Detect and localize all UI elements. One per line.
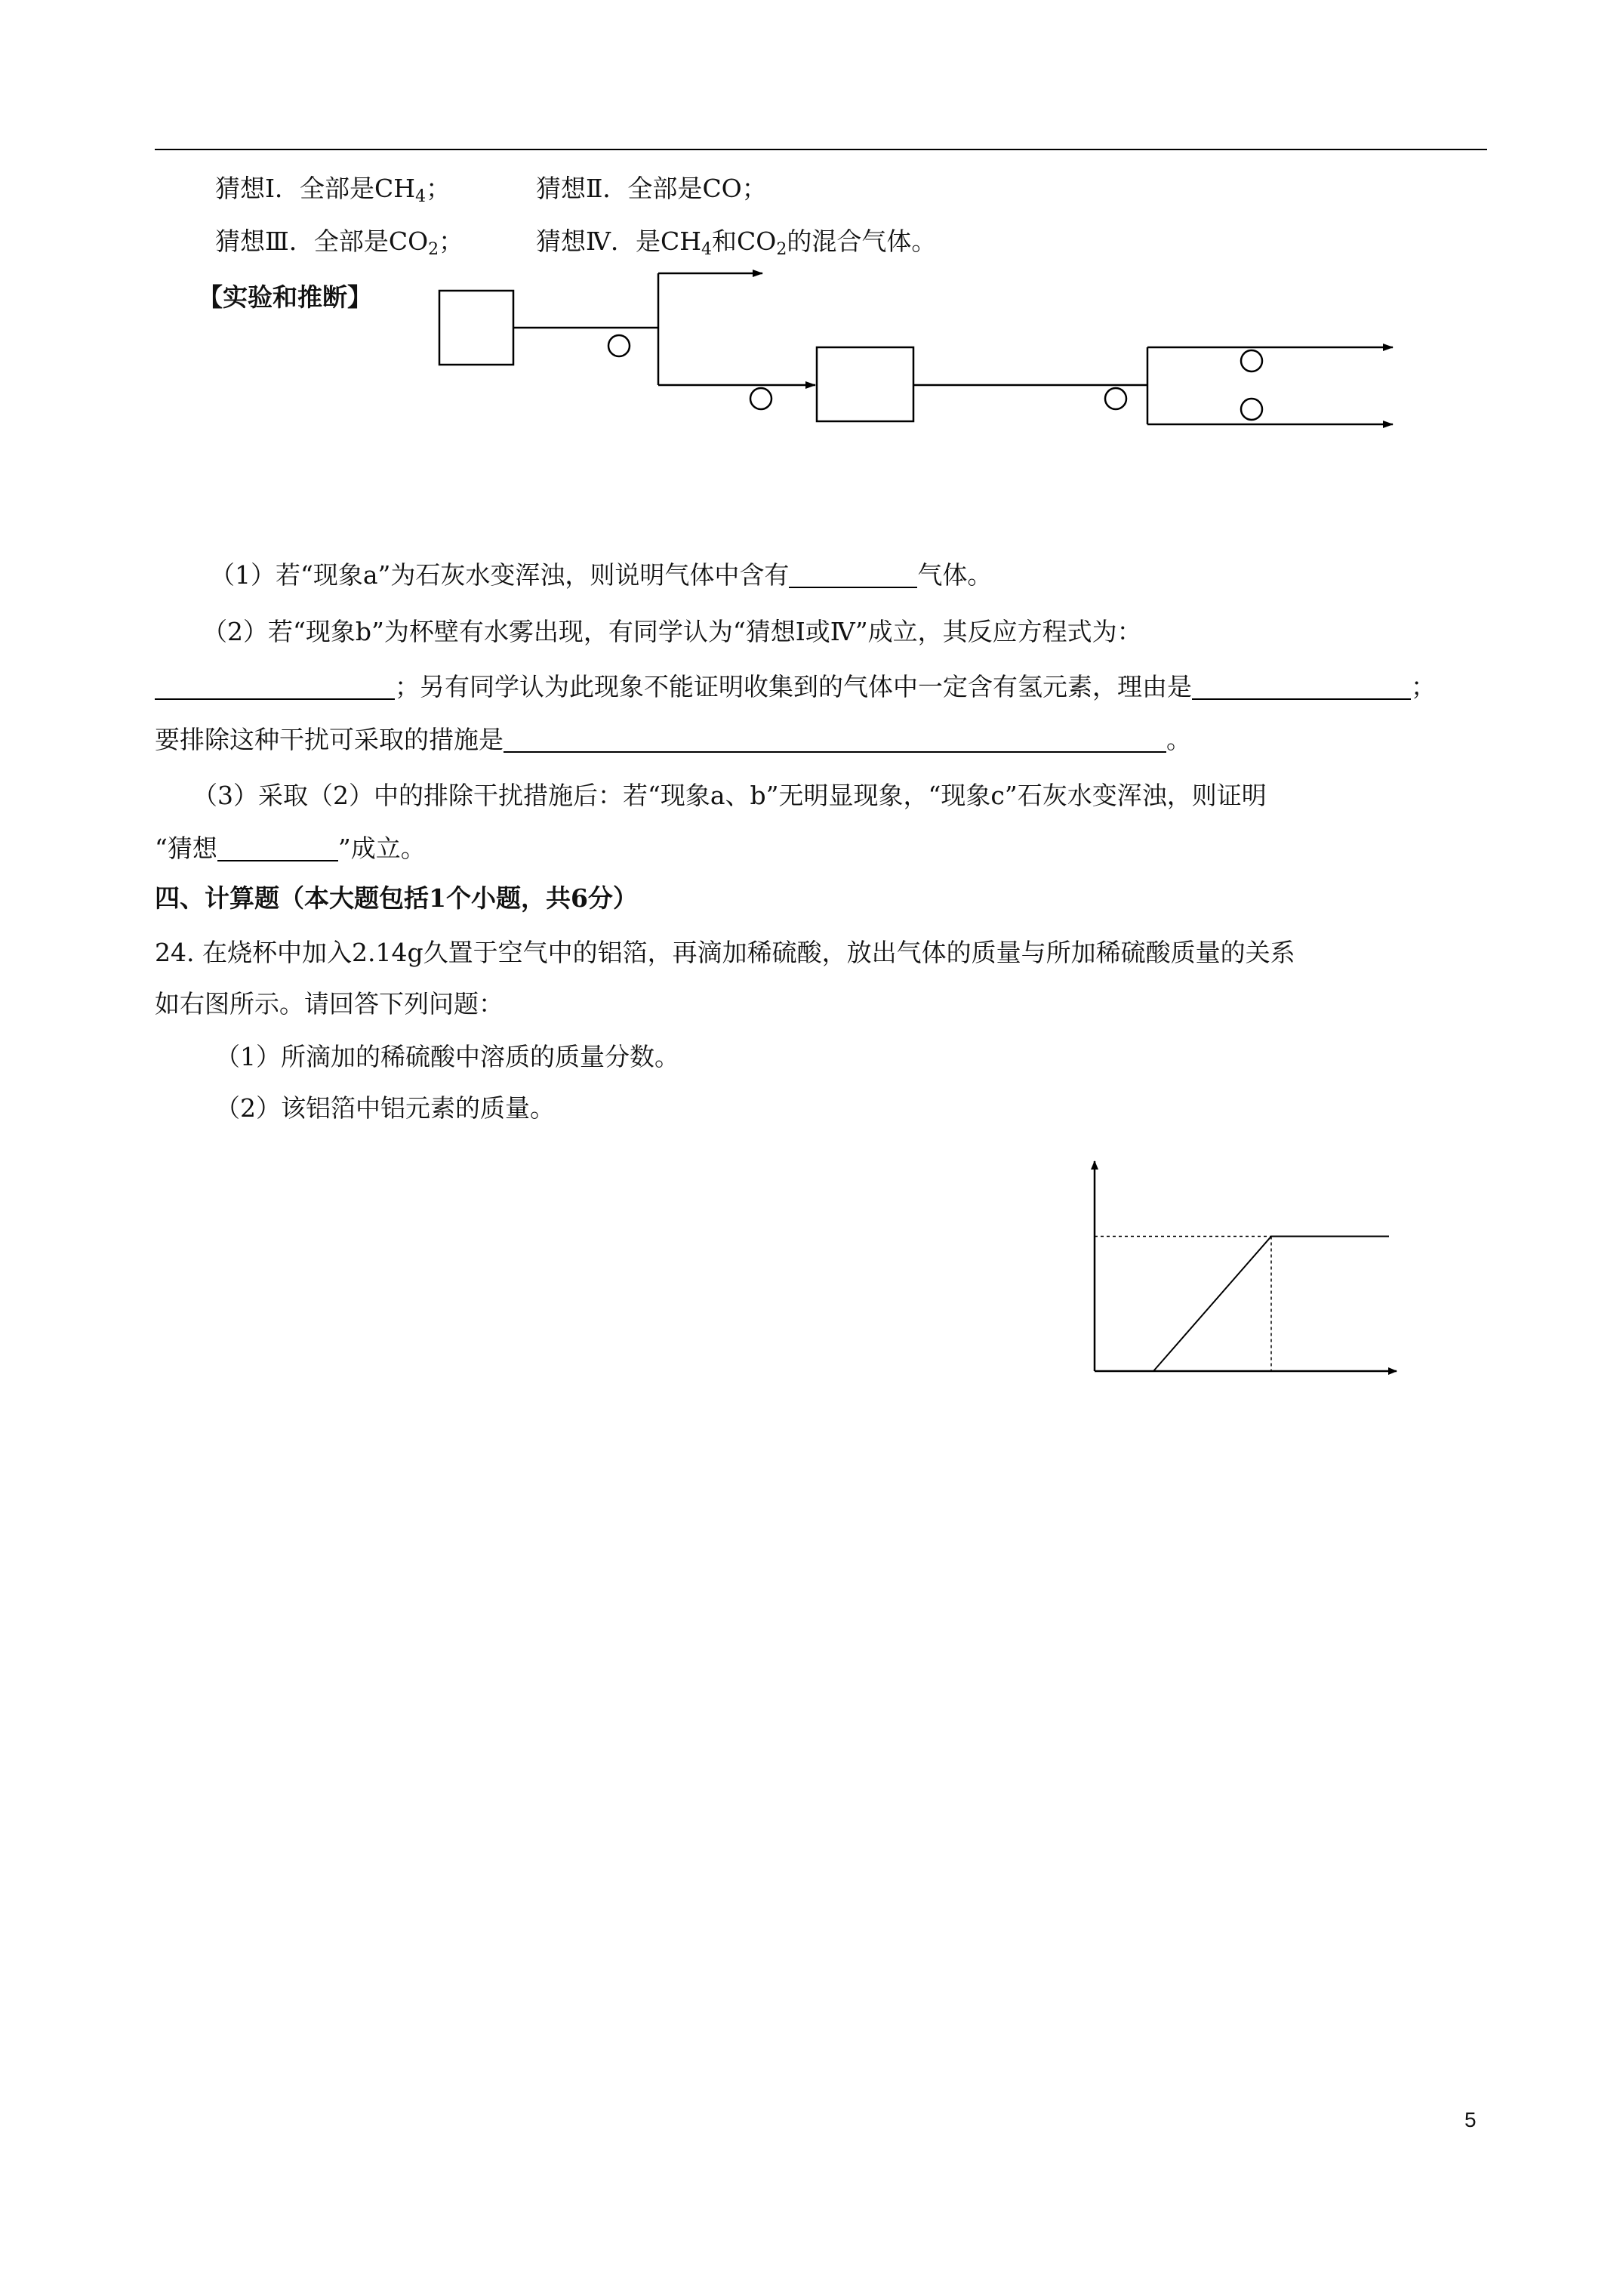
- question-3-line-1: （3）采取（2）中的排除干扰措施后：若“现象a、b”无明显现象，“现象c”石灰水变浑浊，则证明: [192, 781, 1267, 810]
- answer-blank-reason[interactable]: [1192, 673, 1411, 700]
- guess-2: 猜想Ⅱ．全部是CO；: [536, 174, 767, 203]
- question-2-line-2: ；另有同学认为此现象不能证明收集到的气体中一定含有氢元素，理由是 ；: [155, 670, 1436, 704]
- question-2-line-3: 要排除这种干扰可采取的措施是 。: [155, 725, 1191, 754]
- guess-3: 猜想Ⅲ．全部是$CO_2$；: [215, 227, 464, 259]
- apparatus-diagram: [423, 249, 1419, 453]
- question-24-line-1: 24. 在烧杯中加入2.14g久置于空气中的铝箔，再滴加稀硫酸，放出气体的质量与所加稀硫酸质量的关系: [155, 938, 1295, 967]
- device-2-box: [817, 347, 913, 421]
- valve-5: [1241, 399, 1262, 420]
- gas-source-box: [439, 291, 513, 365]
- valve-2: [750, 388, 771, 409]
- valve-4: [1241, 350, 1262, 371]
- question-24-line-2: 如右图所示。请回答下列问题：: [155, 989, 504, 1019]
- experiment-heading: 【实验和推断】: [198, 282, 372, 312]
- answer-blank-measure[interactable]: [504, 726, 1166, 753]
- guess-1: 猜想Ⅰ．全部是$CH_4$；: [215, 174, 451, 206]
- valve-3: [1105, 388, 1126, 409]
- question-2-line-1: （2）若“现象b”为杯壁有水雾出现，有同学认为“猜想Ⅰ或Ⅳ”成立，其反应方程式为：: [202, 617, 1142, 646]
- question-1: （1）若“现象a”为石灰水变浑浊，则说明气体中含有 气体。: [210, 560, 993, 590]
- valve-1: [608, 335, 630, 356]
- page-number: 5: [1464, 2108, 1477, 2131]
- answer-blank-guess[interactable]: [217, 834, 338, 861]
- header-rule: [155, 149, 1487, 150]
- question-24-sub-2: （2）该铝箔中铝元素的质量。: [215, 1093, 555, 1123]
- gas-mass-chart: [1079, 1155, 1412, 1382]
- answer-blank-1[interactable]: [789, 561, 917, 588]
- guess-4: 猜想Ⅳ．是$CH_4$和$CO_2$的混合气体。: [536, 227, 937, 259]
- question-24-sub-1: （1）所滴加的稀硫酸中溶质的质量分数。: [215, 1042, 679, 1071]
- section-4-heading: 四、计算题（本大题包括1个小题，共6分）: [155, 883, 638, 913]
- answer-blank-equation[interactable]: [155, 673, 395, 700]
- question-3-line-2: “猜想 ”成立。: [155, 834, 426, 863]
